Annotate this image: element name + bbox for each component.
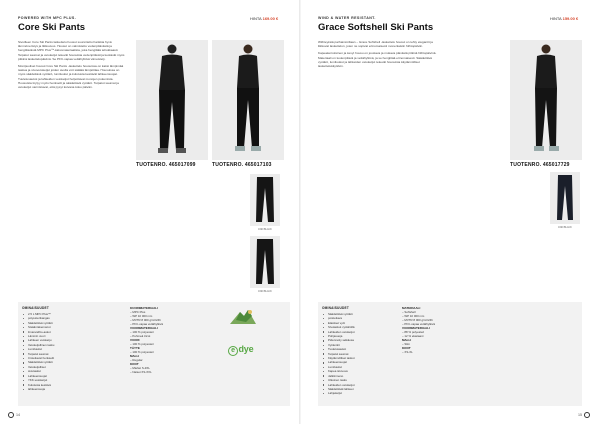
right-description: [318, 40, 442, 71]
feature-item: Pohjasuoja: [322, 334, 355, 338]
feature-item: Teipatut saumat: [322, 352, 355, 356]
feature-item: Lahkeensuojat: [322, 360, 355, 364]
spec-key: MALLI: [130, 354, 140, 358]
brand-logo-icon: [8, 412, 14, 418]
spec-value: – 100 % polyesteri: [130, 350, 210, 354]
feature-item: Käytännölliset taskut: [322, 356, 355, 360]
left-description-paragraph: Sivuilleen Core Ski Pants laskettelu housut suunniteltu hankkia hyvä lämmöneristys ja liikkuvuus. Housut on valmistettu vedenpitävästä ja hengittävästä MPC Plus™-kalvomateriaalista, joka hengittää tehokkaasti. Teipatut saumat ja vetoketjut tekevät housuista vedenpitävät ja kestävät myös pitkinä laskettelupäivinä. Se PFC-vapaa vettähylkivä viimeistely.: [18, 40, 125, 61]
model-figure-icon: [510, 40, 582, 160]
product-photo-female: [212, 40, 284, 160]
feature-item: Säädettävät lahkeet: [322, 387, 355, 391]
feature-item: Sivutaskut vyötäröllä: [322, 325, 355, 329]
spec-value: – Slim: [402, 342, 482, 346]
spec-value: – 12 % elastaani: [402, 334, 482, 338]
product-thumb: [550, 172, 580, 224]
feature-item: 2.5 L MPC Plus™: [22, 312, 54, 316]
feature-item: Säädettävä vyötärö: [322, 312, 355, 316]
left-description-paragraph: Monipuoliset housut Core Ski Pants -laskettelu housuissa on kaksi lämpimää taskua ja sivuvetoketjut joiden avulla voit säätää lämpötilaa. Housuissa on myös säädettävä vyötärö, lumiluukut ja kulutusta kestävät lahkeensuojat. Tuuletusaukot ja lahkeiden vetoketjut helpottavat monojen pukemista. Housuista löytyy myös henkselit ja säädettävä vyötärö. Teipatut saumat ja vetoketjut varmistavat, että pysyt kuivana koko päivän.: [18, 64, 124, 90]
left-tagline: POWERED WITH MPC PLUS.: [18, 16, 77, 20]
left-spec-list: [130, 306, 210, 374]
feature-item: ilmanvaihto-aukot: [22, 330, 54, 334]
spec-value: – WP 10 000 mm: [130, 314, 210, 318]
pants-thumb-icon: [250, 236, 280, 288]
right-description-paragraph: Wiihteyksiä parhaimmillaan – Grace Softshell -laskettelu housut on tehty elegantit ja liikkuvat laskettelun, joten ne sopivat erinomaisesti monenlaisiin hiihtopäiviin.: [318, 40, 433, 49]
sustainability-badge: [228, 306, 258, 328]
feature-item: lahkeensuoja: [22, 387, 54, 391]
spec-key: KOOT: [130, 362, 139, 366]
spec-value: – Regular: [130, 358, 210, 362]
spec-value: – 100 % polyesteri: [130, 342, 210, 346]
spec-value: – MVTR 8 000 g/m²/24h: [402, 318, 482, 322]
pants-thumb-icon: [550, 172, 580, 224]
feature-item: Säädettävä vyötärö: [22, 360, 54, 364]
right-art-number-1: TUOTENRO. 465017729: [510, 162, 570, 168]
feature-item: Lahkeiden vetoketjut: [322, 383, 355, 387]
feature-item: Vyölenkit: [322, 343, 355, 347]
edye-logo: [228, 344, 253, 356]
feature-item: Jalkiinmeno: [322, 374, 355, 378]
spec-value: – 88 % polyesteri: [402, 330, 482, 334]
spec-value: – MPC Plus: [130, 310, 210, 314]
spec-value: – PFC-vapaa vettähylkivä: [130, 322, 210, 326]
feature-item: polyesterikangas: [22, 316, 54, 320]
spec-key: VUORIMATERIAALI: [402, 326, 430, 330]
left-description: [18, 40, 126, 92]
right-price-label: HINTA: [550, 16, 562, 21]
left-art-number-2: TUOTENRO. 465017103: [212, 162, 272, 168]
spec-key: VUORI: [130, 338, 140, 342]
model-figure-icon: [212, 40, 284, 160]
left-art-number-1: TUOTENRO. 465017099: [136, 162, 196, 168]
feature-item: Lahjeketjut: [322, 391, 355, 395]
feature-item: Lämmin vuori: [22, 334, 54, 338]
left-price: [250, 16, 278, 21]
spec-value: – PFC-vapaa vettähylkivä: [402, 322, 482, 326]
feature-item: Tuuletusaukot: [322, 347, 355, 351]
right-price: [550, 16, 578, 21]
feature-item: Lumiluukut: [22, 347, 54, 351]
left-price-label: HINTA: [250, 16, 262, 21]
right-price-value: 159.00 €: [562, 16, 579, 21]
feature-item: Vetoketjullinen tasku: [22, 343, 54, 347]
feature-item: Lahkeensuojat: [22, 374, 54, 378]
spec-value: – Naiset XS-XXL: [130, 370, 210, 374]
spec-value: – MVTR 8 000 g/m²/24h: [130, 318, 210, 322]
left-price-value: 169.00 €: [262, 16, 279, 21]
right-product-title: Grace Softshell Ski Pants: [318, 22, 434, 33]
product-thumb: [250, 174, 280, 226]
product-thumb: [250, 236, 280, 288]
left-product-title: Core Ski Pants: [18, 22, 86, 33]
feature-item: Kulutusta kestävä: [22, 383, 54, 387]
spec-key: MATERIAALI: [402, 306, 421, 310]
feature-item: Vetoketjulliset: [22, 365, 54, 369]
right-features-list: [322, 312, 355, 396]
page-gutter: [299, 0, 301, 424]
feature-item: Lahkeiden vetoketjut: [322, 330, 355, 334]
edye-logo-text: dye: [238, 344, 254, 354]
feature-item: Elastiset vyöt: [322, 321, 355, 325]
feature-item: Irrotettavat henkselit: [22, 356, 54, 360]
spec-key: MALLI: [402, 338, 412, 342]
spec-key: KOOT: [402, 346, 411, 350]
globe-badge-icon: [228, 306, 258, 328]
feature-item: Teipatut saumat: [22, 352, 54, 356]
left-page-folio: [8, 412, 20, 418]
product-photo-grace: [510, 40, 582, 160]
spec-key: VUORIMATERIAALI: [130, 326, 158, 330]
left-features-heading: OMINAISUUDET: [22, 306, 50, 310]
left-page-number: 14: [16, 412, 20, 417]
spec-key: TÄYTE: [130, 346, 140, 350]
feature-item: Sisäänrakennetut: [22, 325, 54, 329]
spec-key: KUORIMATERIAALI: [130, 306, 158, 310]
left-thumb-label-2: 1990 BLACK: [258, 290, 272, 293]
product-photo-male: [136, 40, 208, 160]
left-thumb-label-1: 1990 BLACK: [258, 228, 272, 231]
right-spec-list: [402, 306, 482, 354]
feature-item: sivutaskut: [22, 369, 54, 373]
right-thumb-label-1: 1990 BLACK: [558, 226, 572, 229]
spec-value: – Pehmeä tricot: [130, 334, 210, 338]
spec-value: – XS-XL: [402, 350, 482, 354]
feature-item: Säädettävä vyötärö: [22, 321, 54, 325]
right-tagline: WIND & WATER RESISTANT.: [318, 16, 376, 20]
feature-item: YKK-vetoketjut: [22, 378, 54, 382]
edye-e-icon: e: [228, 346, 238, 356]
brand-logo-icon: [584, 412, 590, 418]
right-page-folio: [578, 412, 590, 418]
right-features-heading: OMINAISUUDET: [322, 306, 350, 310]
left-features-list: [22, 312, 54, 391]
feature-item: Ulkoinen tasku: [322, 378, 355, 382]
feature-item: Kapea istuvuus: [322, 369, 355, 373]
feature-item: Pidennetty selkäosa: [322, 338, 355, 342]
feature-item: Lahkeen vetoketju: [22, 338, 54, 342]
spec-value: – WP 10 000 mm: [402, 314, 482, 318]
spec-value: – 100 % polyesteri: [130, 330, 210, 334]
spec-value: – Miehet S-3XL: [130, 366, 210, 370]
feature-item: Lumiluukut: [322, 365, 355, 369]
pants-thumb-icon: [250, 174, 280, 226]
spec-value: – Softshell: [402, 310, 482, 314]
feature-item: poistettava: [322, 316, 355, 320]
model-figure-icon: [136, 40, 208, 160]
right-page-number: 15: [578, 412, 582, 417]
right-description-paragraph: Kapeakerroksinen ja kevyt housu on joustava ja mukava päivästä pitkinä hiihtopäivinä. Materiaali on tuulenpitävä ja vettähylkivä, ja se hengittää erinomaisesti. Säädettävä vyötärö, lumiluukut ja lahkeiden vetoketjut tekevät housuista käytännölliset laskettelukäyttöön.: [318, 51, 437, 69]
